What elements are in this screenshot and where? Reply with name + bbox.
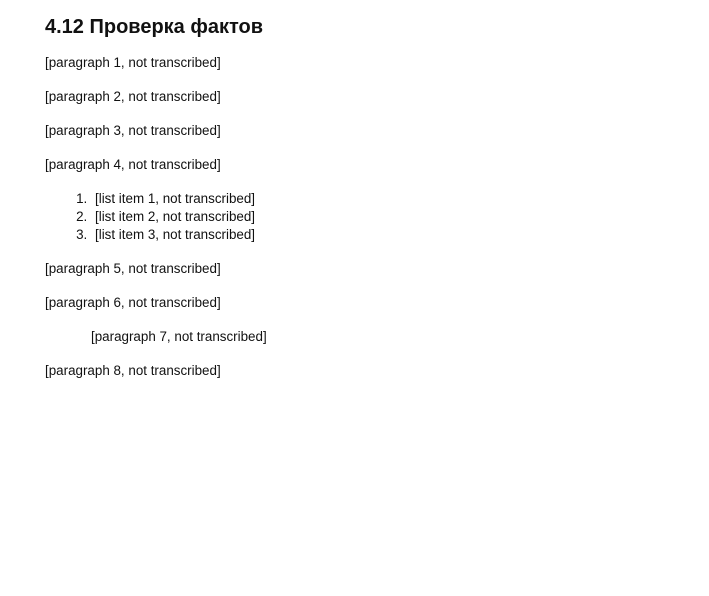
paragraph-5: [paragraph 5, not transcribed] bbox=[45, 261, 221, 276]
list-item-3: 3. [list item 3, not transcribed] bbox=[91, 226, 685, 244]
list-item-2: 2. [list item 2, not transcribed] bbox=[91, 208, 685, 226]
paragraph-4: [paragraph 4, not transcribed] bbox=[45, 157, 221, 172]
list-item-1: 1. [list item 1, not transcribed] bbox=[91, 190, 685, 208]
paragraph-1: [paragraph 1, not transcribed] bbox=[45, 55, 221, 70]
paragraph-3: [paragraph 3, not transcribed] bbox=[45, 123, 221, 138]
document bbox=[45, 14, 685, 396]
paragraph-8: [paragraph 8, not transcribed] bbox=[45, 363, 221, 378]
paragraph-6: [paragraph 6, not transcribed] bbox=[45, 295, 221, 310]
paragraph-7: [paragraph 7, not transcribed] bbox=[91, 329, 267, 344]
paragraph-2: [paragraph 2, not transcribed] bbox=[45, 89, 221, 104]
citation-methods-list bbox=[45, 190, 685, 244]
section-heading: 4.12 Проверка фактов bbox=[45, 16, 264, 38]
